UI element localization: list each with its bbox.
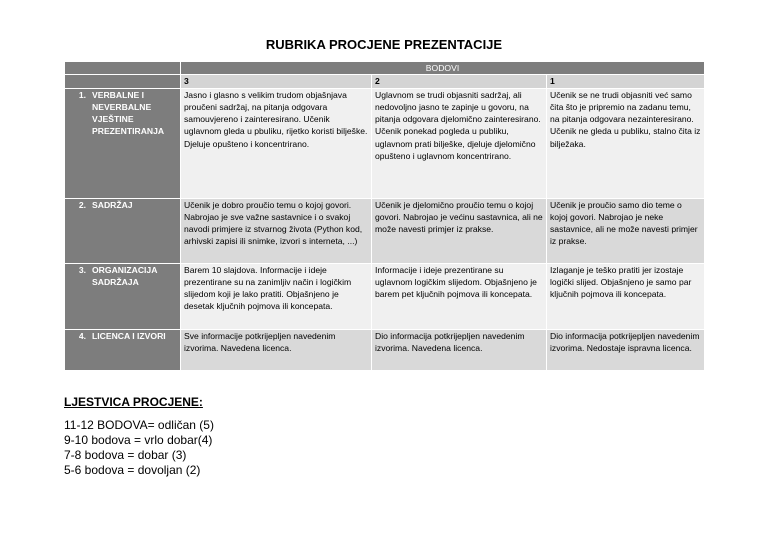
score-3-description: Sve informacije potkrijepljen navedenim izvorima. Navedena licenca. xyxy=(181,329,372,370)
criterion-number: 3. xyxy=(78,264,86,275)
score-1-description: Učenik se ne trudi objasniti već samo čita što je pripremio na zadanu temu, na pitanja odgovara nezainteresirano. Učenik ne gleda u publiku, stalno čita iz bilježaka. xyxy=(547,88,705,198)
score-header-2: 2 xyxy=(372,75,547,88)
criterion-number: 2. xyxy=(78,199,86,210)
criterion-number: 1. xyxy=(78,89,86,100)
criterion-cell xyxy=(65,263,181,329)
list-item: 5-6 bodova = dovoljan (2) xyxy=(64,463,201,477)
score-2-description: Uglavnom se trudi objasniti sadržaj, ali nedovoljno jasno te zapinje u govoru, na pitanja odgovara djelomično zainteresirano. Učenik ponekad pogleda u publiku, uglavnom prati bilješke, djeluje djelomično opušteno i uglavnom koncentrirano. xyxy=(372,88,547,198)
score-1-description: Dio informacija potkrijepljen navedenim izvorima. Nedostaje ispravna licenca. xyxy=(547,329,705,370)
table-row xyxy=(65,329,705,370)
score-header-row xyxy=(65,75,705,88)
criterion-cell xyxy=(65,198,181,263)
list-item: 7-8 bodova = dobar (3) xyxy=(64,448,187,462)
score-header-1: 1 xyxy=(547,75,705,88)
grading-scale-list xyxy=(64,418,214,478)
criterion-label: VERBALNE I NEVERBALNE VJEŠTINE PREZENTIRANJA xyxy=(92,89,165,137)
score-1-description: Učenik je proučio samo dio teme o kojoj govori. Nabrojao je neke sastavnice, ali ne može navesti primjer iz prakse. xyxy=(547,198,705,263)
score-3-description: Barem 10 slajdova. Informacije i ideje prezentirane su na zanimljiv način i logičkim slijedom koji je lako pratiti. Objašnjeno je desetak ključnih pojmova ili koncepata. xyxy=(181,263,372,329)
criterion-label: SADRŽAJ xyxy=(92,199,133,210)
list-item: 11-12 BODOVA= odličan (5) xyxy=(64,418,214,432)
criterion-cell xyxy=(65,88,181,198)
table-row xyxy=(65,263,705,329)
grading-scale-title: LJESTVICA PROCJENE: xyxy=(64,395,203,409)
score-2-description: Dio informacija potkrijepljen navedenim izvorima. Navedena licenca. xyxy=(372,329,547,370)
criterion-number: 4. xyxy=(78,330,86,341)
list-item: 9-10 bodova = vrlo dobar(4) xyxy=(64,433,213,447)
header-blank-cell xyxy=(65,62,181,75)
criterion-label: LICENCA I IZVORI xyxy=(92,330,166,341)
criterion-cell xyxy=(65,329,181,370)
score-2-description: Učenik je djelomično proučio temu o kojoj govori. Nabrojao je većinu sastavnica, ali ne može navesti primjer iz prakse. xyxy=(372,198,547,263)
criterion-label: ORGANIZACIJA SADRŽAJA xyxy=(92,264,158,287)
rubric-table xyxy=(64,61,705,371)
score-header-blank xyxy=(65,75,181,88)
table-row xyxy=(65,198,705,263)
points-group-header: BODOVI xyxy=(181,62,705,75)
document-title: RUBRIKA PROCJENE PREZENTACIJE xyxy=(265,37,503,52)
score-header-3: 3 xyxy=(181,75,372,88)
score-1-description: Izlaganje je teško pratiti jer izostaje logički slijed. Objašnjeno je samo par ključnih pojmova ili koncepata. xyxy=(547,263,705,329)
score-3-description: Učenik je dobro proučio temu o kojoj govori. Nabrojao je sve važne sastavnice i o svakoj navodi primjere iz stvarnog života (Python kod, arhivski zapisi ili snimke, izvori s interneta, ...) xyxy=(181,198,372,263)
table-row xyxy=(65,88,705,198)
points-header-row xyxy=(65,62,705,75)
score-2-description: Informacije i ideje prezentirane su uglavnom logičkim slijedom. Objašnjeno je barem pet ključnih pojmova ili koncepata. xyxy=(372,263,547,329)
score-3-description: Jasno i glasno s velikim trudom objašnjava proučeni sadržaj, na pitanja odgovara samouvjereno i zainteresirano. Učenik uglavnom gleda u pbuliku, rijetko koristi bilješke. Djeluje opušteno i koncentrirano. xyxy=(181,88,372,198)
